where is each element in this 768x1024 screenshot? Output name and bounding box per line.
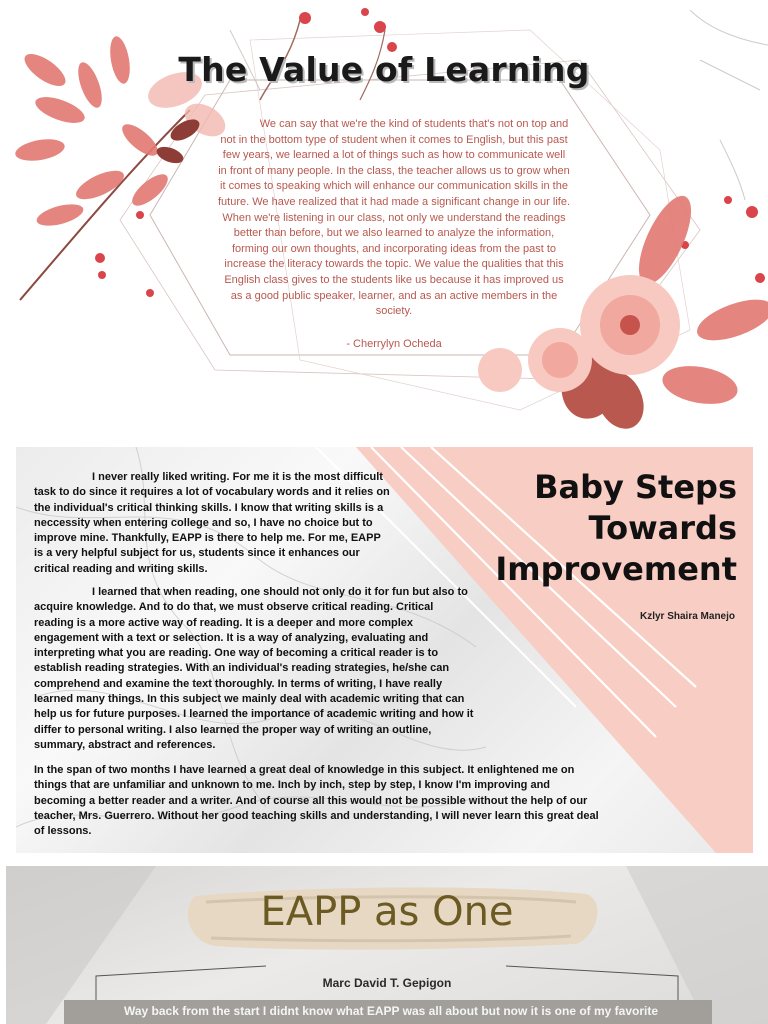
essay-paragraph: We can say that we're the kind of students that's not on top and not in the bottom type of student when it comes to English, but this past few years, we learned a lot of things such as how to communicate well in front of many people. In the class, the teacher allows us to grow when it comes to speaking which will enhance our communication skills in the future. We have realized that it had made a significant change in our life. When we're listening in our class, not only we understand the readings better than before, but we also learned to analyze the information, forming our own thoughts, and incorporating ideas from the past to increase the literacy towards the topic. We value the qualities that this English class gives to the students like us because it has improved us as a good public speaker, learner, and as an active members in the society. [218,118,571,318]
section-author: Kzlyr Shaira Manejo [639,611,735,622]
eapp-as-one-panel [6,866,768,1024]
heading-line: Improvement [495,550,737,588]
essay-author: - Cherrylyn Ocheda [346,338,442,350]
essay-paragraph: I learned that when reading, one should not only do it for fun but also to acquire knowledge. And to do that, we must observe critical reading. Critical reading is a more active way of reading. It is a deeper and more complex engagement with a text or selection. It is a way of analyzing, evaluating and interpreting what you are reading. One way of becoming a critical reader is to establish reading strategies. With an individual's reading strategies, he/she can comprehend and examine the text thoroughly. In terms of writing, I have really learned many things. In this subject we mainly deal with academic writing that can help us for future purposes. I learned the importance of academic writing and how it differ to personal writing. I also learned the proper way of writing an outline, summary, abstract and references. [34,586,474,751]
section-heading: EAPP as One [260,889,514,935]
baby-steps-panel [16,447,753,853]
essay-paragraph: Way back from the start I didnt know what EAPP was all about but now it is one of my favorite [123,1004,659,1018]
section-author: Marc David T. Gepigon [322,976,452,990]
essay-paragraph: In the span of two months I have learned a great deal of knowledge in this subject. It enlightened me on things that are unfamiliar and unknown to me. Inch by inch, step by step, I know I'm improving and becoming a better reader and a writer. And of course all this would not be possible without the help of our teacher, Mrs. Guerrero. Without her good teaching skills and understanding, I will never learn this great deal of lessons. [34,764,599,838]
value-of-learning-panel [0,0,768,440]
page-title: The Value of Learning [178,50,590,89]
essay-body [218,117,570,320]
section-heading [495,467,737,590]
heading-line: Towards [588,509,737,547]
essay-paragraph: I never really liked writing. For me it is the most difficult task to do since it requires a lot of vocabulary words and it relies on the individual's critical thinking skills. I know that writing skills is a neccessity when entering college and so, I have no choice but to improve mine. Thankfully, EAPP is there to help me. For me, EAPP is a very helpful subject for us, students since it enhances our critical reading and writing skills. [34,471,390,575]
heading-line: Baby Steps [534,468,737,506]
